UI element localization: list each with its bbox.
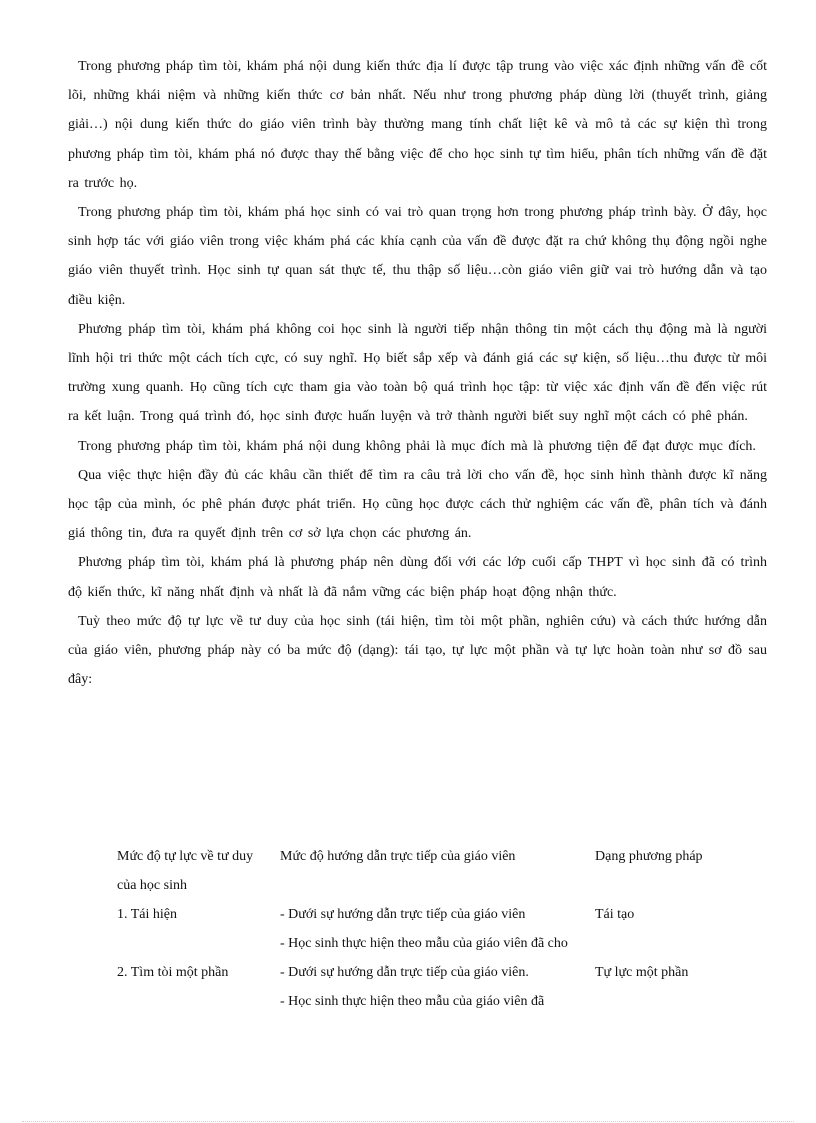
row-method-type: Tái tạo bbox=[595, 907, 635, 922]
body-text bbox=[68, 52, 767, 694]
header-thinking-level-line1: Mức độ tự lực về tư duy bbox=[117, 849, 254, 864]
paragraph-1: Trong phương pháp tìm tòi, khám phá nội dung kiến thức địa lí được tập trung vào việc xác định những vấn đề cốt lõi, những khái niệm và những kiến thức cơ bản nhất. Nếu như trong phương pháp dùng lời (thuyết trình, giảng giải…) nội dung kiến thức do giáo viên trình bày thường mang tính chất liệt kê và mô tả các sự kiện thì trong phương pháp tìm tòi, khám phá nó được thay thế bằng việc để cho học sinh tự tìm hiểu, phân tích những vấn đề đặt ra trước họ. bbox=[68, 59, 767, 191]
page-bottom-divider bbox=[22, 1121, 794, 1122]
header-guidance-level: Mức độ hướng dẫn trực tiếp của giáo viên bbox=[280, 849, 516, 864]
row-guidance bbox=[278, 958, 587, 1016]
header-thinking-level-line2: của học sinh bbox=[117, 878, 187, 893]
row-level: 2. Tìm tòi một phần bbox=[117, 965, 229, 980]
row-method-type: Tự lực một phần bbox=[595, 965, 689, 980]
method-levels-table bbox=[117, 842, 737, 1016]
paragraph-5: Qua việc thực hiện đầy đủ các khâu cần thiết để tìm ra câu trả lời cho vấn đề, học sinh hình thành được kĩ năng học tập của mình, óc phê phán được phát triển. Họ cũng học được cách thử nghiệm các vấn đề, phân tích và đánh giá thông tin, đưa ra quyết định trên cơ sở lựa chọn các phương án. bbox=[68, 467, 767, 542]
table-row bbox=[117, 958, 737, 1016]
row-guidance-item: - Học sinh thực hiện theo mẫu của giáo viên đã bbox=[280, 994, 545, 1009]
row-guidance-item: - Dưới sự hướng dẫn trực tiếp của giáo viên bbox=[280, 907, 526, 922]
row-guidance-item: - Học sinh thực hiện theo mẫu của giáo viên đã cho bbox=[280, 936, 568, 951]
row-level: 1. Tái hiện bbox=[117, 907, 178, 922]
paragraph-4: Trong phương pháp tìm tòi, khám phá nội dung không phải là mục đích mà là phương tiện để đạt được mục đích. bbox=[78, 438, 756, 454]
header-thinking-level bbox=[117, 842, 278, 900]
row-guidance-item: - Dưới sự hướng dẫn trực tiếp của giáo viên. bbox=[280, 965, 529, 980]
paragraph-6: Phương pháp tìm tòi, khám phá là phương pháp nên dùng đối với các lớp cuối cấp THPT vì học sinh đã có trình độ kiến thức, kĩ năng nhất định và nhất là đã nắm vững các biện pháp hoạt động nhận thức. bbox=[68, 555, 767, 600]
table-row bbox=[117, 900, 737, 958]
paragraph-3: Phương pháp tìm tòi, khám phá không coi học sinh là người tiếp nhận thông tin một cách thụ động mà là người lĩnh hội tri thức một cách tích cực, có suy nghĩ. Họ biết sắp xếp và đánh giá các sự kiện, số liệu…thu được từ môi trường xung quanh. Họ cũng tích cực tham gia vào toàn bộ quá trình học tập: từ việc xác định vấn đề đến việc rút ra kết luận. Trong quá trình đó, học sinh được huấn luyện và trở thành người biết suy nghĩ một cách có phê phán. bbox=[68, 321, 767, 425]
paragraph-2: Trong phương pháp tìm tòi, khám phá học sinh có vai trò quan trọng hơn trong phương pháp trình bày. Ở đây, học sinh hợp tác với giáo viên trong việc khám phá các khía cạnh của vấn đề được đặt ra chứ không thụ động ngồi nghe giáo viên thuyết trình. Học sinh tự quan sát thực tế, thu thập số liệu…còn giáo viên giữ vai trò hướng dẫn và tạo điều kiện. bbox=[68, 205, 767, 308]
table-header-row bbox=[117, 842, 737, 900]
row-guidance bbox=[278, 900, 587, 958]
header-method-type: Dạng phương pháp bbox=[595, 849, 703, 864]
paragraph-7: Tuỳ theo mức độ tự lực về tư duy của học sinh (tái hiện, tìm tòi một phần, nghiên cứu) và cách thức hướng dẫn của giáo viên, phương pháp này có ba mức độ (dạng): tái tạo, tự lực một phần và tự lực hoàn toàn như sơ đồ sau đây: bbox=[68, 613, 767, 688]
